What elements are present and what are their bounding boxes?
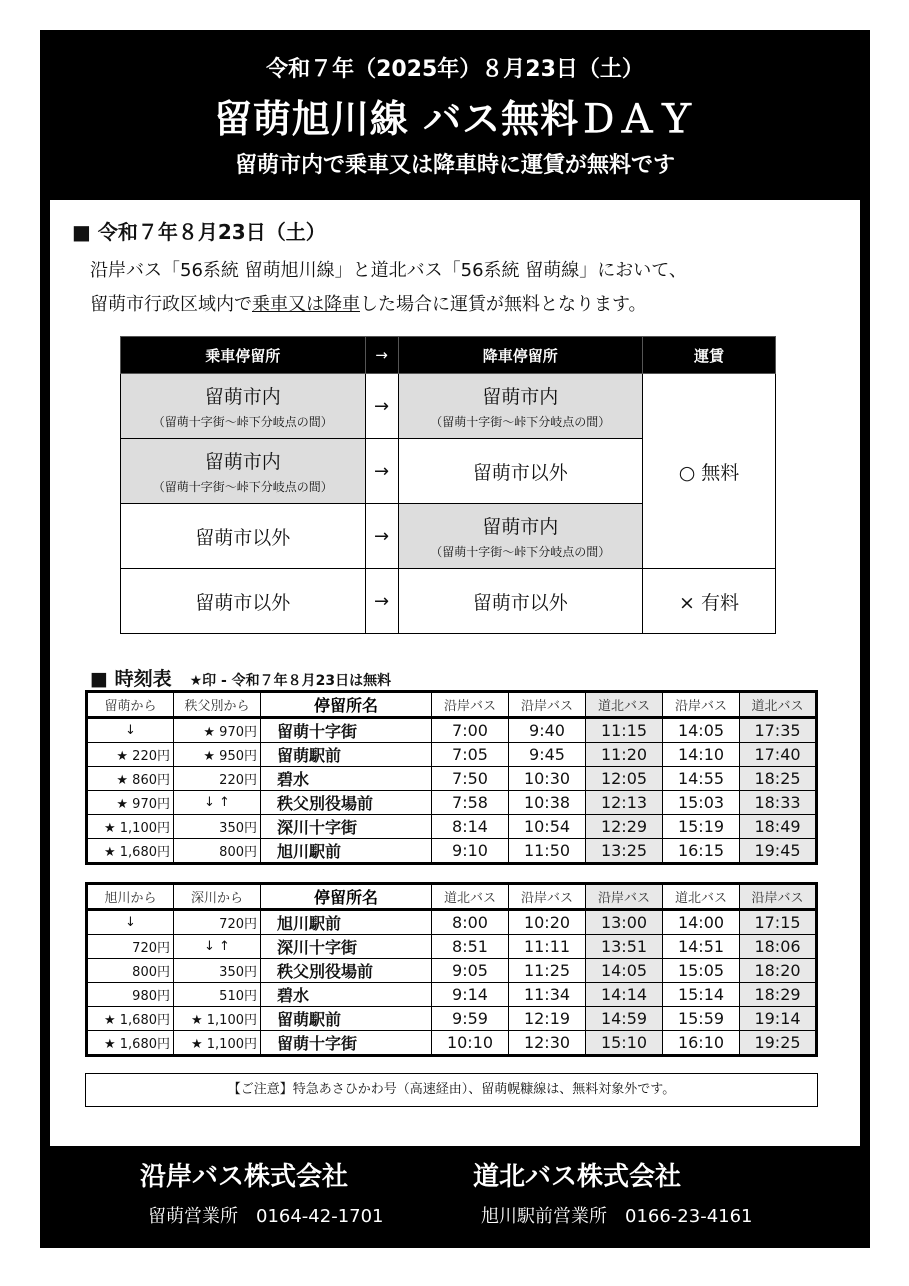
stop-name: 深川十字街 bbox=[261, 815, 432, 839]
fare-value: ★ 950円 bbox=[174, 743, 261, 767]
departure-time: 18:25 bbox=[740, 767, 817, 791]
stop-name: 留萌十字街 bbox=[261, 718, 432, 743]
fare-value: ↓ bbox=[87, 910, 174, 935]
flyer-header bbox=[40, 30, 870, 198]
stop-name: 碧水 bbox=[261, 767, 432, 791]
departure-time: 10:10 bbox=[432, 1031, 509, 1056]
departure-time: 9:14 bbox=[432, 983, 509, 1007]
timetable-header-cell: 留萌から bbox=[87, 692, 174, 718]
arrow-cell: → bbox=[365, 374, 398, 439]
stop-name: 留萌駅前 bbox=[261, 743, 432, 767]
stop-name: 碧水 bbox=[261, 983, 432, 1007]
arrow-cell: → bbox=[365, 504, 398, 569]
timetable-row bbox=[87, 935, 817, 959]
departure-time: 18:49 bbox=[740, 815, 817, 839]
departure-time: 15:03 bbox=[663, 791, 740, 815]
fare-value: 800円 bbox=[87, 959, 174, 983]
office-name: 旭川駅前営業所 bbox=[481, 1206, 607, 1227]
stop-name: 深川十字街 bbox=[261, 935, 432, 959]
fare-value: ★ 1,100円 bbox=[87, 815, 174, 839]
fare-row bbox=[121, 569, 776, 634]
timetable-header-cell: 沿岸バス bbox=[586, 884, 663, 910]
timetable-note: ★印 - 令和７年８月23日は無料 bbox=[189, 673, 392, 689]
cell-text: 留萌市内 bbox=[482, 516, 559, 538]
departure-time: 17:40 bbox=[740, 743, 817, 767]
fare-value: ★ 860円 bbox=[87, 767, 174, 791]
phone-number: 0164-42-1701 bbox=[256, 1206, 384, 1227]
departure-time: 8:51 bbox=[432, 935, 509, 959]
intro-text: した場合に運賃が無料となります。 bbox=[360, 294, 647, 315]
fare-value: 510円 bbox=[174, 983, 261, 1007]
intro-underlined-alighting: 降車 bbox=[324, 294, 360, 315]
fare-cell: 留萌市以外 bbox=[398, 439, 643, 504]
departure-time: 9:59 bbox=[432, 1007, 509, 1031]
timetable-row bbox=[87, 718, 817, 743]
arrow-cell: → bbox=[365, 569, 398, 634]
timetable-header-cell: 沿岸バス bbox=[663, 692, 740, 718]
departure-time: 7:05 bbox=[432, 743, 509, 767]
departure-time: 13:00 bbox=[586, 910, 663, 935]
intro-line-2 bbox=[90, 290, 647, 316]
departure-time: 14:05 bbox=[663, 718, 740, 743]
timetable-row bbox=[87, 983, 817, 1007]
stop-name: 秩父別役場前 bbox=[261, 791, 432, 815]
timetable-inbound bbox=[85, 882, 818, 1057]
section-heading-date: ■ 令和７年８月23日（土） bbox=[72, 220, 326, 244]
fare-cell: 留萌市以外 bbox=[121, 569, 366, 634]
fare-cell bbox=[398, 374, 643, 439]
timetable-header-cell: 道北バス bbox=[432, 884, 509, 910]
fare-value: 980円 bbox=[87, 983, 174, 1007]
departure-time: 11:34 bbox=[509, 983, 586, 1007]
fare-cell: 留萌市以外 bbox=[398, 569, 643, 634]
departure-time: 9:10 bbox=[432, 839, 509, 864]
departure-time: 14:00 bbox=[663, 910, 740, 935]
departure-time: 18:06 bbox=[740, 935, 817, 959]
intro-text: 留萌市行政区域内で bbox=[90, 294, 252, 315]
footer bbox=[40, 1146, 870, 1248]
fare-value: 220円 bbox=[174, 767, 261, 791]
intro-underlined-boarding: 乗車又は bbox=[252, 294, 324, 315]
departure-time: 7:00 bbox=[432, 718, 509, 743]
departure-time: 13:25 bbox=[586, 839, 663, 864]
departure-time: 11:15 bbox=[586, 718, 663, 743]
timetable-row bbox=[87, 815, 817, 839]
timetable-row bbox=[87, 959, 817, 983]
departure-time: 14:05 bbox=[586, 959, 663, 983]
timetable-header-cell: 道北バス bbox=[740, 692, 817, 718]
cell-note: （留萌十字街～峠下分岐点の間） bbox=[430, 415, 611, 429]
timetable-row bbox=[87, 1031, 817, 1056]
timetable-row bbox=[87, 910, 817, 935]
departure-time: 10:38 bbox=[509, 791, 586, 815]
departure-time: 12:13 bbox=[586, 791, 663, 815]
departure-time: 14:55 bbox=[663, 767, 740, 791]
departure-time: 19:25 bbox=[740, 1031, 817, 1056]
stop-name: 旭川駅前 bbox=[261, 839, 432, 864]
departure-time: 12:29 bbox=[586, 815, 663, 839]
timetable-header-cell: 沿岸バス bbox=[740, 884, 817, 910]
timetable-row bbox=[87, 839, 817, 864]
cell-text: 留萌市内 bbox=[204, 451, 281, 473]
departure-time: 18:33 bbox=[740, 791, 817, 815]
timetable-row bbox=[87, 791, 817, 815]
departure-time: 10:20 bbox=[509, 910, 586, 935]
office-name: 留萌営業所 bbox=[148, 1206, 238, 1227]
departure-time: 7:58 bbox=[432, 791, 509, 815]
fare-free-cell: ○ 無料 bbox=[643, 374, 776, 569]
departure-time: 8:14 bbox=[432, 815, 509, 839]
cell-note: （留萌十字街～峠下分岐点の間） bbox=[430, 545, 611, 559]
departure-time: 15:14 bbox=[663, 983, 740, 1007]
caution-note: 【ご注意】特急あさひかわ号（高速経由）、留萌幌糠線は、無料対象外です。 bbox=[85, 1073, 818, 1107]
departure-time: 11:50 bbox=[509, 839, 586, 864]
departure-time: 9:40 bbox=[509, 718, 586, 743]
flyer-subtitle: 留萌市内で乗車又は降車時に運賃が無料です bbox=[234, 153, 675, 178]
departure-time: 15:05 bbox=[663, 959, 740, 983]
timetable-header-cell: 沿岸バス bbox=[509, 692, 586, 718]
timetable-header-cell: 道北バス bbox=[586, 692, 663, 718]
timetable-header-cell: 深川から bbox=[174, 884, 261, 910]
fare-value: ★ 970円 bbox=[87, 791, 174, 815]
departure-time: 11:25 bbox=[509, 959, 586, 983]
fare-value: 720円 bbox=[87, 935, 174, 959]
phone-number: 0166-23-4161 bbox=[625, 1206, 753, 1227]
fare-value: 720円 bbox=[174, 910, 261, 935]
fare-header-arrow: → bbox=[365, 337, 398, 374]
arrow-cell: → bbox=[365, 439, 398, 504]
fare-cell: 留萌市以外 bbox=[121, 504, 366, 569]
timetable-row bbox=[87, 767, 817, 791]
timetable-header-cell: 停留所名 bbox=[261, 884, 432, 910]
departure-time: 15:19 bbox=[663, 815, 740, 839]
departure-time: 18:29 bbox=[740, 983, 817, 1007]
section-heading-timetable bbox=[90, 664, 391, 691]
departure-time: 17:35 bbox=[740, 718, 817, 743]
content-panel bbox=[50, 200, 860, 1146]
timetable-outbound bbox=[85, 690, 818, 865]
fare-value: ★ 1,680円 bbox=[87, 1007, 174, 1031]
fare-header-fare: 運賃 bbox=[643, 337, 776, 374]
departure-time: 14:51 bbox=[663, 935, 740, 959]
timetable-header-row bbox=[87, 692, 817, 718]
departure-time: 14:14 bbox=[586, 983, 663, 1007]
departure-time: 13:51 bbox=[586, 935, 663, 959]
fare-value: 350円 bbox=[174, 959, 261, 983]
office-dohoku bbox=[481, 1202, 753, 1228]
departure-time: 14:10 bbox=[663, 743, 740, 767]
stop-name: 旭川駅前 bbox=[261, 910, 432, 935]
departure-time: 19:14 bbox=[740, 1007, 817, 1031]
stop-name: 留萌駅前 bbox=[261, 1007, 432, 1031]
departure-time: 15:59 bbox=[663, 1007, 740, 1031]
cell-text: 留萌市内 bbox=[204, 386, 281, 408]
fare-header-alighting: 降車停留所 bbox=[398, 337, 643, 374]
timetable-header-cell: 道北バス bbox=[663, 884, 740, 910]
company-name-dohoku: 道北バス株式会社 bbox=[473, 1162, 682, 1192]
office-engan bbox=[148, 1202, 384, 1228]
departure-time: 11:20 bbox=[586, 743, 663, 767]
flyer-frame bbox=[40, 30, 870, 1248]
stop-name: 留萌十字街 bbox=[261, 1031, 432, 1056]
fare-value: 800円 bbox=[174, 839, 261, 864]
departure-time: 16:15 bbox=[663, 839, 740, 864]
departure-time: 19:45 bbox=[740, 839, 817, 864]
departure-time: 18:20 bbox=[740, 959, 817, 983]
timetable-header-cell: 停留所名 bbox=[261, 692, 432, 718]
fare-value: ★ 970円 bbox=[174, 718, 261, 743]
timetable-header-row bbox=[87, 884, 817, 910]
departure-time: 12:19 bbox=[509, 1007, 586, 1031]
departure-time: 12:30 bbox=[509, 1031, 586, 1056]
timetable-header-cell: 沿岸バス bbox=[432, 692, 509, 718]
fare-header-boarding: 乗車停留所 bbox=[121, 337, 366, 374]
fare-value: ★ 1,100円 bbox=[174, 1007, 261, 1031]
fare-value: ↓ ↑ bbox=[174, 935, 261, 959]
timetable-row bbox=[87, 1007, 817, 1031]
timetable-header-cell: 旭川から bbox=[87, 884, 174, 910]
departure-time: 16:10 bbox=[663, 1031, 740, 1056]
departure-time: 14:59 bbox=[586, 1007, 663, 1031]
departure-time: 7:50 bbox=[432, 767, 509, 791]
fare-cell bbox=[121, 374, 366, 439]
intro-line-1: 沿岸バス「56系統 留萌旭川線」と道北バス「56系統 留萌線」において、 bbox=[90, 260, 687, 281]
departure-time: 11:11 bbox=[509, 935, 586, 959]
departure-time: 9:05 bbox=[432, 959, 509, 983]
departure-time: 9:45 bbox=[509, 743, 586, 767]
fare-cell bbox=[121, 439, 366, 504]
fare-value: 350円 bbox=[174, 815, 261, 839]
departure-time: 10:54 bbox=[509, 815, 586, 839]
timetable-header-cell: 沿岸バス bbox=[509, 884, 586, 910]
cell-note: （留萌十字街～峠下分岐点の間） bbox=[152, 480, 333, 494]
cell-note: （留萌十字街～峠下分岐点の間） bbox=[152, 415, 333, 429]
fare-value: ★ 1,680円 bbox=[87, 1031, 174, 1056]
timetable-heading: ■ 時刻表 bbox=[90, 668, 172, 690]
cell-text: 留萌市内 bbox=[482, 386, 559, 408]
fare-row bbox=[121, 374, 776, 439]
company-name-engan: 沿岸バス株式会社 bbox=[140, 1162, 349, 1192]
timetable-row bbox=[87, 743, 817, 767]
departure-time: 15:10 bbox=[586, 1031, 663, 1056]
fare-value: ↓ bbox=[87, 718, 174, 743]
timetable-header-cell: 秩父別から bbox=[174, 692, 261, 718]
fare-value: ★ 1,100円 bbox=[174, 1031, 261, 1056]
fare-value: ★ 1,680円 bbox=[87, 839, 174, 864]
departure-time: 12:05 bbox=[586, 767, 663, 791]
fare-table bbox=[120, 336, 776, 634]
departure-time: 17:15 bbox=[740, 910, 817, 935]
flyer-title: 留萌旭川線 バス無料ＤＡＹ bbox=[213, 97, 697, 141]
departure-time: 8:00 bbox=[432, 910, 509, 935]
fare-value: ↓ ↑ bbox=[174, 791, 261, 815]
departure-time: 10:30 bbox=[509, 767, 586, 791]
fare-paid-cell: × 有料 bbox=[643, 569, 776, 634]
fare-value: ★ 220円 bbox=[87, 743, 174, 767]
fare-cell bbox=[398, 504, 643, 569]
event-date: 令和７年（2025年）８月23日（土） bbox=[266, 57, 644, 82]
stop-name: 秩父別役場前 bbox=[261, 959, 432, 983]
